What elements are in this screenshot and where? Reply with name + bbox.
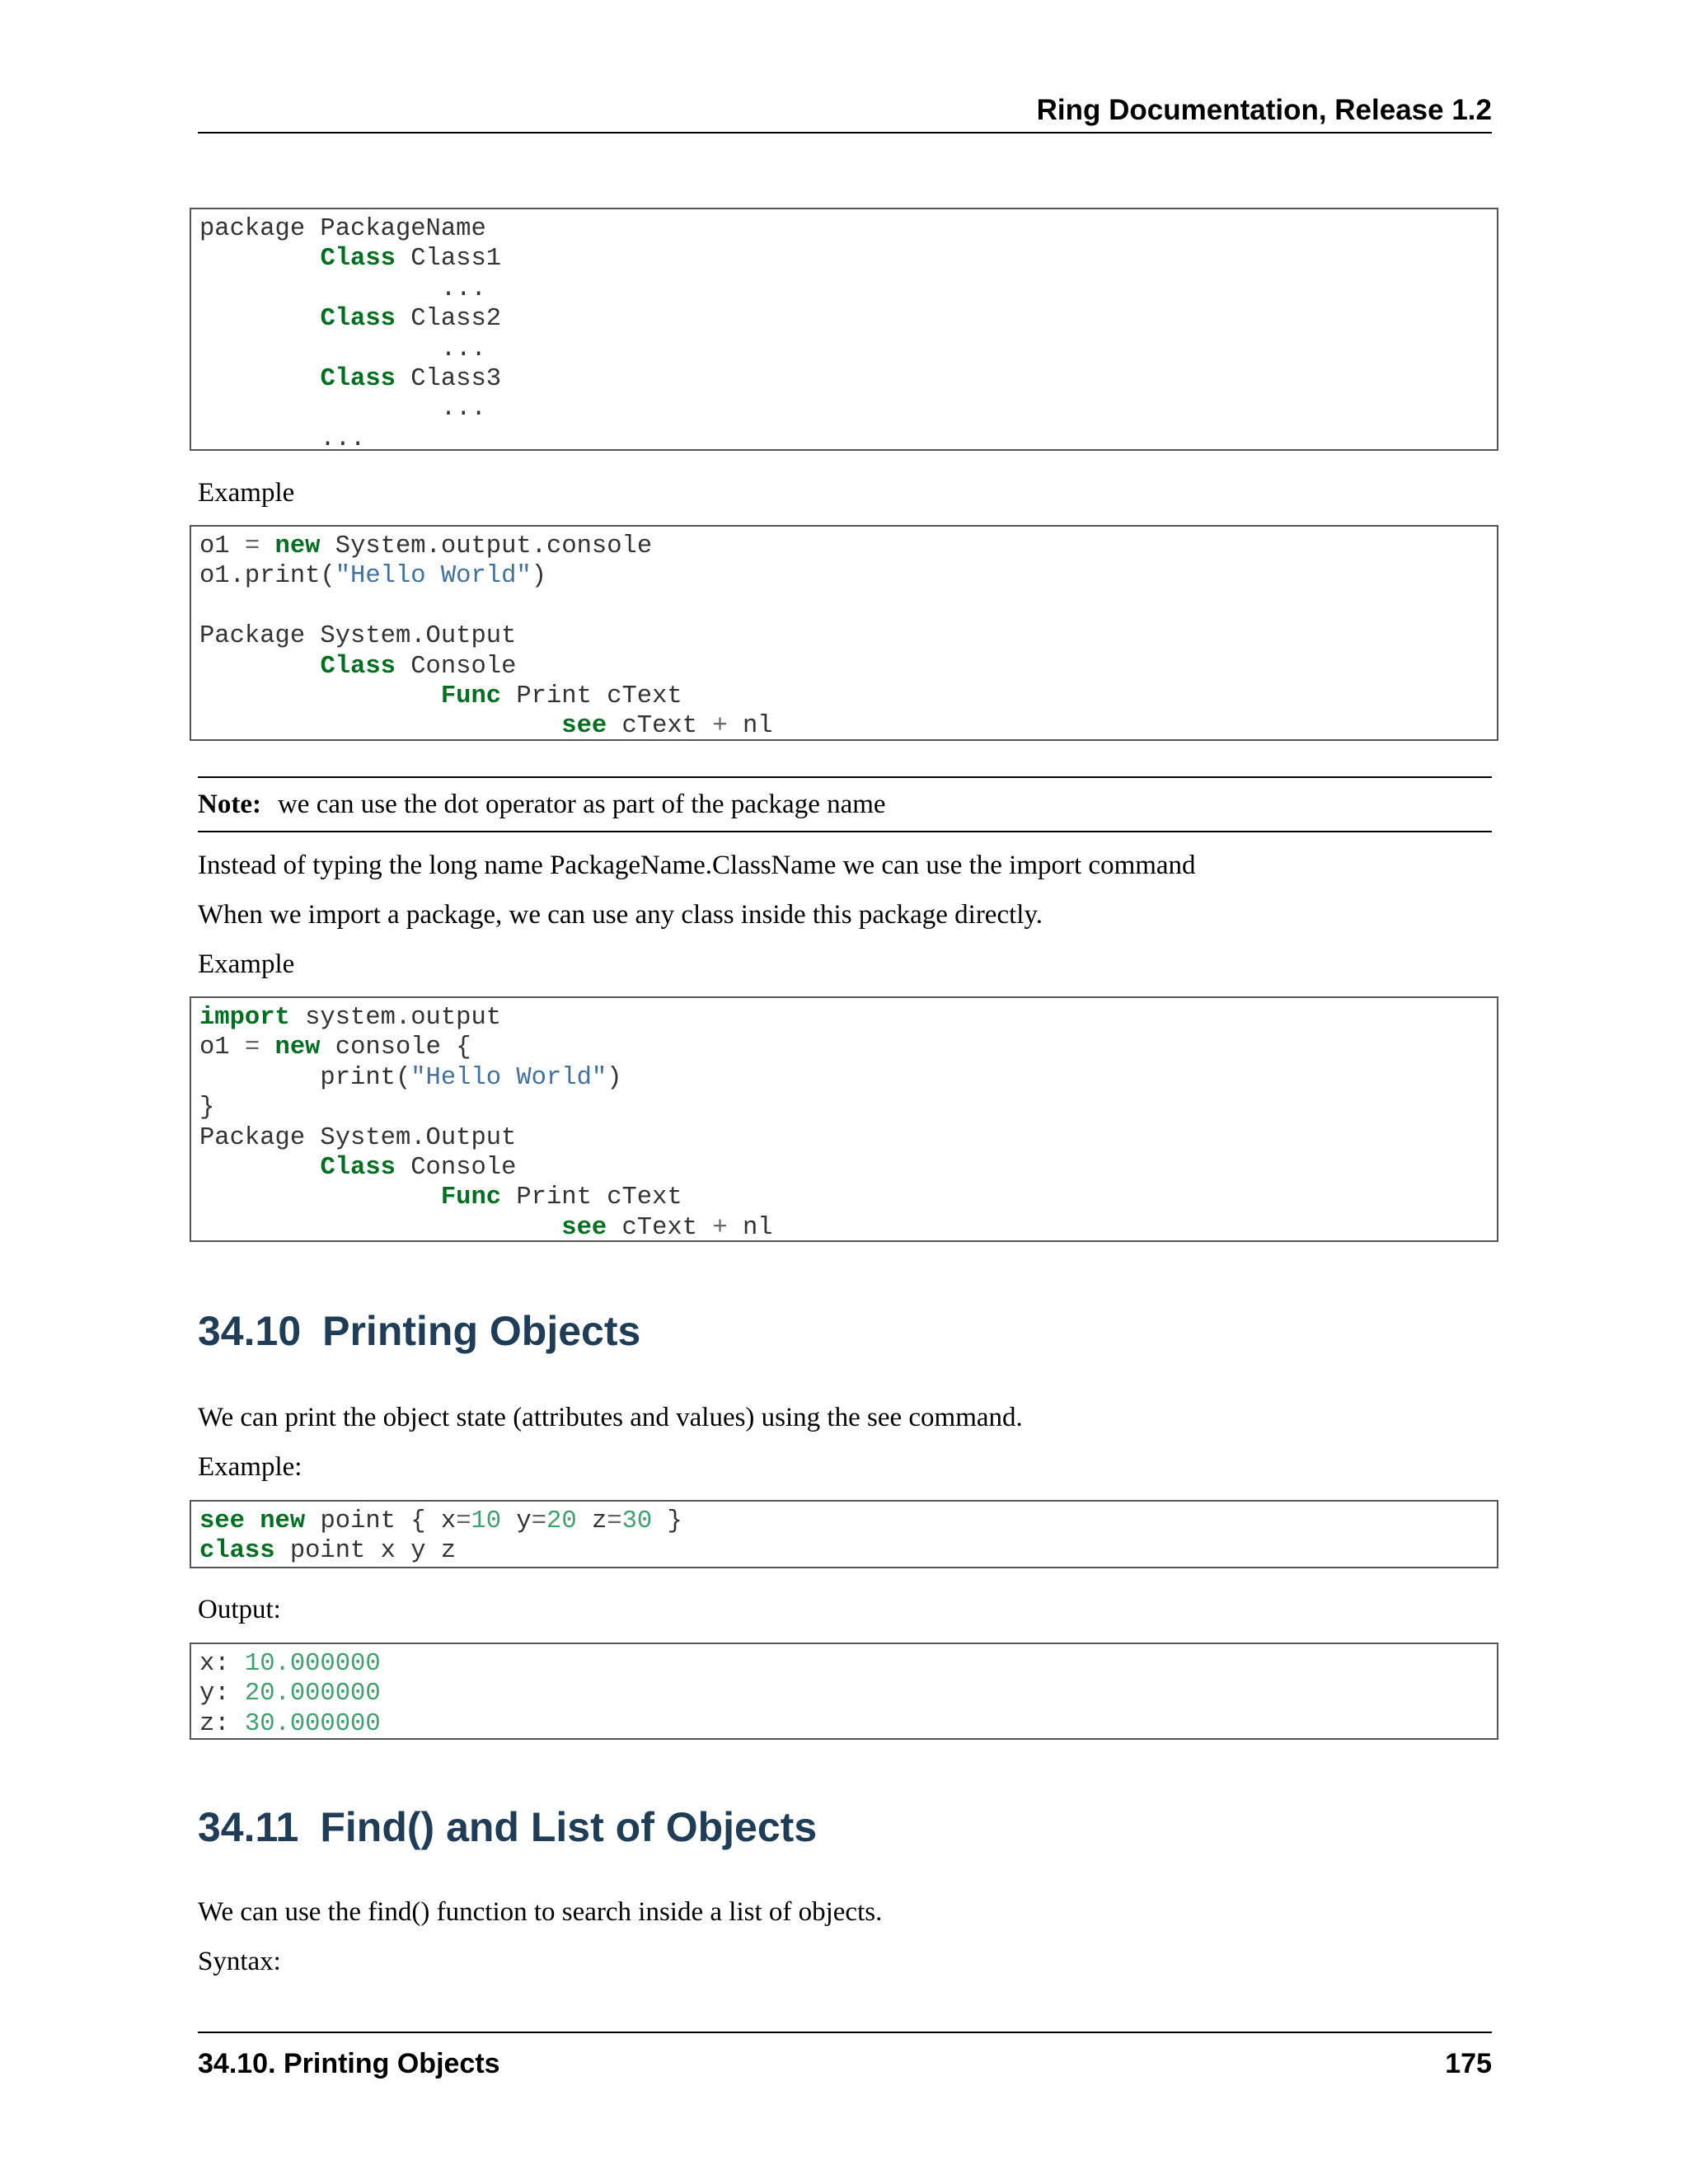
code-number: 20 — [546, 1507, 577, 1535]
paragraph-example-label: Example: — [198, 1452, 302, 1482]
code-text: nl — [727, 712, 773, 741]
code-number: 30 — [621, 1507, 653, 1535]
code-text: print( — [199, 1063, 411, 1092]
code-text: Class1 — [395, 245, 502, 274]
code-keyword: Class — [320, 1154, 396, 1183]
code-text: system.output — [289, 1004, 502, 1032]
code-text: point x y z — [274, 1537, 457, 1566]
code-block-output — [190, 1643, 1498, 1740]
code-text: y — [501, 1507, 532, 1535]
code-text — [199, 1214, 561, 1242]
section-title: Printing Objects — [322, 1308, 641, 1354]
code-text: ) — [531, 562, 546, 591]
code-text — [199, 1154, 320, 1182]
code-operator: = — [531, 1507, 547, 1535]
code-text: ... — [199, 424, 366, 453]
code-text — [199, 305, 320, 333]
code-text: Package System.Output — [199, 622, 517, 651]
code-text — [245, 1507, 260, 1535]
code-text: x: — [199, 1650, 245, 1678]
code-number: 30.000000 — [244, 1709, 381, 1738]
code-keyword: import — [199, 1004, 290, 1032]
code-block-package-example — [190, 525, 1498, 741]
page-footer — [198, 2032, 1492, 2079]
code-block-see-point — [190, 1500, 1498, 1568]
code-text: nl — [727, 1213, 773, 1242]
section-heading-printing-objects — [198, 1307, 640, 1355]
code-keyword: Class — [320, 245, 396, 274]
code-keyword: Class — [320, 305, 396, 334]
code-text: } — [199, 1094, 215, 1122]
code-text — [199, 712, 561, 740]
section-number: 34.11 — [198, 1804, 299, 1850]
code-keyword: class — [199, 1537, 275, 1566]
code-text: cText — [607, 1213, 713, 1242]
code-string: "Hello World" — [410, 1063, 607, 1092]
section-number: 34.10 — [198, 1308, 302, 1354]
code-keyword: new — [260, 1507, 306, 1535]
code-text: ... — [199, 395, 486, 424]
paragraph-example-label: Example — [198, 478, 295, 508]
code-number: 10 — [471, 1507, 502, 1535]
code-number: 20.000000 — [244, 1680, 381, 1708]
note-label: Note: — [198, 790, 261, 819]
paragraph-import-intro: Instead of typing the long name PackageName.ClassName we can use the import command — [198, 851, 1196, 880]
code-text: ... — [199, 274, 486, 303]
code-keyword: new — [274, 1033, 321, 1062]
code-text: o1 — [199, 1033, 245, 1062]
code-block-package-syntax — [190, 208, 1498, 451]
code-keyword: see — [561, 712, 607, 741]
code-text: console { — [320, 1033, 471, 1062]
code-keyword: new — [274, 532, 321, 560]
section-title: Find() and List of Objects — [320, 1804, 818, 1850]
paragraph-output-label: Output: — [198, 1595, 281, 1624]
paragraph-example-label: Example — [198, 949, 295, 979]
code-operator: = — [244, 1033, 260, 1062]
code-keyword: Func — [440, 682, 502, 711]
code-text: Class3 — [395, 365, 502, 394]
code-text: o1.print( — [199, 562, 335, 591]
code-text — [199, 245, 320, 273]
code-text: Print cText — [501, 1183, 682, 1212]
paragraph-find-intro: We can use the find() function to search inside a list of objects. — [198, 1897, 883, 1927]
code-operator: + — [712, 712, 728, 741]
code-text — [199, 1183, 441, 1212]
section-heading-find-list-objects — [198, 1803, 817, 1851]
code-keyword: Class — [320, 365, 396, 394]
code-number: 10.000000 — [244, 1650, 381, 1678]
code-text: ... — [199, 335, 486, 363]
footer-section: 34.10. Printing Objects — [198, 2048, 500, 2079]
code-text: Console — [395, 1154, 517, 1183]
header-title: Ring Documentation, Release 1.2 — [1036, 94, 1492, 126]
code-text — [260, 532, 274, 560]
code-keyword: Func — [440, 1183, 502, 1212]
code-text: y: — [199, 1680, 245, 1708]
code-operator: = — [244, 532, 260, 560]
code-operator: = — [456, 1507, 471, 1535]
code-text: Class2 — [395, 305, 502, 334]
code-operator: + — [712, 1213, 728, 1242]
code-text: o1 — [199, 532, 245, 560]
code-text: Package System.Output — [199, 1123, 517, 1152]
code-text — [199, 365, 320, 393]
page-header — [198, 91, 1492, 134]
code-text: ) — [607, 1063, 622, 1092]
page-number: 175 — [1445, 2048, 1492, 2079]
code-text: z — [576, 1507, 607, 1535]
code-keyword: see — [199, 1507, 245, 1535]
code-text — [260, 1033, 274, 1062]
paragraph-syntax-label: Syntax: — [198, 1947, 281, 1976]
paragraph-import-usage: When we import a package, we can use any class inside this package directly. — [198, 900, 1043, 930]
code-operator: = — [607, 1507, 622, 1535]
code-text: Console — [395, 652, 517, 681]
code-block-import-example — [190, 996, 1498, 1242]
code-text: package PackageName — [199, 215, 486, 243]
code-keyword: Class — [320, 652, 396, 681]
code-text: cText — [607, 712, 713, 741]
code-text — [199, 682, 441, 710]
note-box — [198, 776, 1492, 832]
code-keyword: see — [561, 1213, 607, 1242]
code-text — [199, 653, 320, 681]
code-text: point { x — [305, 1507, 457, 1535]
code-text: z: — [199, 1709, 245, 1738]
code-text: Print cText — [501, 682, 682, 711]
code-string: "Hello World" — [335, 562, 532, 591]
paragraph-print-intro: We can print the object state (attributes and values) using the see command. — [198, 1403, 1023, 1432]
note-text: we can use the dot operator as part of the package name — [277, 790, 886, 819]
code-text: } — [652, 1507, 682, 1535]
code-text: System.output.console — [320, 532, 653, 560]
